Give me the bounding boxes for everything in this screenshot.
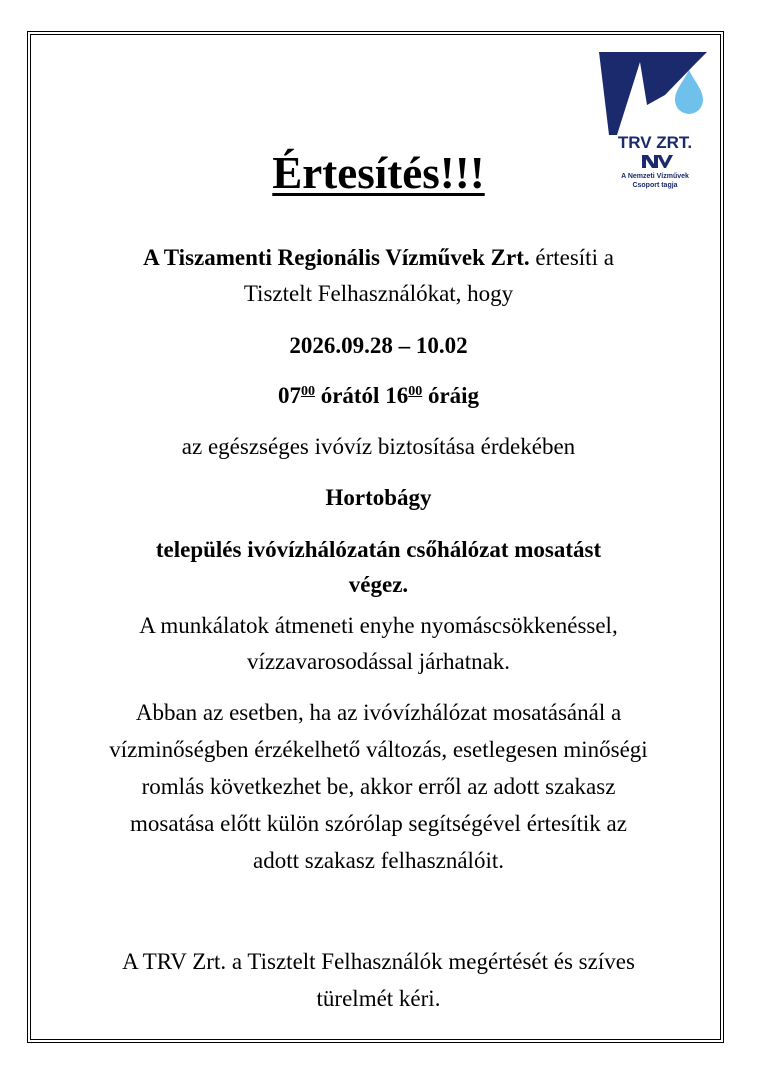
info-line-4: mosatása előtt külön szórólap segítségével értesítik az xyxy=(130,811,627,836)
info-line-3: romlás következhet be, akkor erről az adott szakasz xyxy=(141,774,616,799)
purpose-text: az egészséges ivóvíz biztosítása érdekében xyxy=(181,434,576,459)
company-name: A Tiszamenti Regionális Vízművek Zrt. xyxy=(143,245,530,270)
action-line-1: település ivóvízhálózatán csőhálózat mosatást xyxy=(155,537,602,562)
effect-line-1: A munkálatok átmeneti enyhe nyomáscsökkenéssel, xyxy=(139,613,618,638)
intro-line-1: A Tiszamenti Regionális Vízművek Zrt. értesíti a xyxy=(143,245,614,270)
effect-line-2: vízzavarosodással járhatnak. xyxy=(246,649,511,674)
closing-line-2: türelmét kéri. xyxy=(316,986,441,1011)
time-range: $07^{00}$ órától $16^{00}$ óráig xyxy=(277,383,480,408)
info-line-5: adott szakasz felhasználóit. xyxy=(253,848,504,873)
closing-line-1: A TRV Zrt. a Tisztelt Felhasználók megértését és szíves xyxy=(122,949,635,974)
notice-title: Értesítés!!! xyxy=(272,148,485,198)
logo-tagline-1: A Nemzeti Vízművek xyxy=(621,173,689,180)
action-line-2: végez. xyxy=(348,572,409,597)
logo-tagline-2: Csoport tagja xyxy=(632,182,678,189)
location-name: Hortobágy xyxy=(325,485,432,510)
info-line-1: Abban az esetben, ha az ivóvízhálózat mosatásánál a xyxy=(135,700,622,725)
date-range: 2026.09.28 – 10.02 xyxy=(289,333,468,358)
intro-line-2: Tisztelt Felhasználókat, hogy xyxy=(243,281,514,306)
info-line-2: vízminőségben érzékelhető változás, esetlegesen minőségi xyxy=(109,737,648,762)
logo-name: TRV ZRT. xyxy=(617,133,693,152)
